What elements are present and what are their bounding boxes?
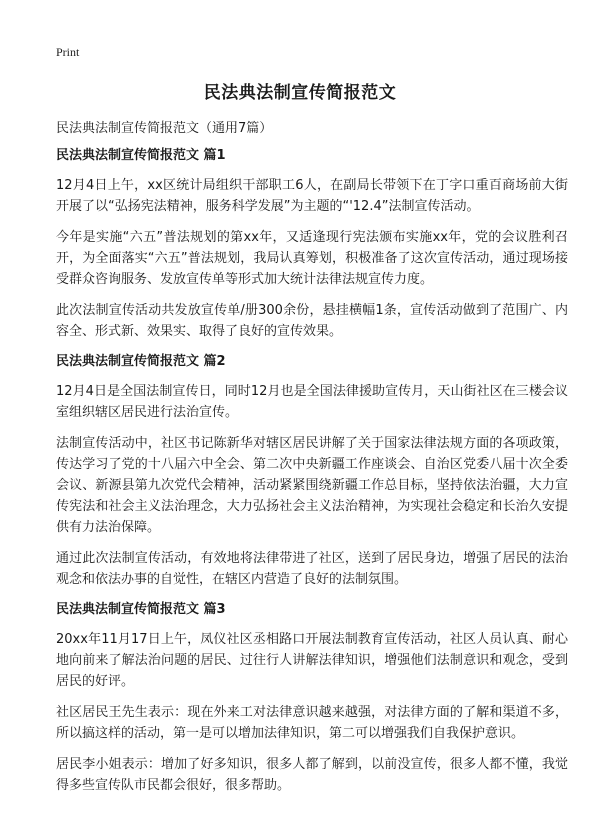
page-title: 民法典法制宣传简报范文 <box>203 83 397 103</box>
paragraph: 今年是实施“六五”普法规划的第xx年，又适逢现行宪法颁布实施xx年，党的会议胜利召开，为全面落实“六五”普法规划，我局认真筹划，积极准备了这次宣传活动，通过现场接受群众咨询服务、发放宣传单等形式加大统计法律法规宣传力度。 <box>56 230 568 287</box>
paragraph: 12月4日是全国法制宣传日，同时12月也是全国法律援助宣传月，天山街社区在三楼会议室组织辖区居民进行法治宣传。 <box>56 384 568 420</box>
article-body <box>56 119 568 806</box>
section-heading-1: 民法典法制宣传简报范文 篇1 <box>56 148 226 163</box>
paragraph: 20xx年11月17日上午，凤仪社区丞相路口开展法制教育宣传活动，社区人员认真、耐心地向前来了解法治问题的居民、过往行人讲解法律知识，增强他们法制意识和观念，受到居民的好评。 <box>56 632 568 689</box>
paragraph: 居民李小姐表示：增加了好多知识，很多人都了解到，以前没宣传，很多人都不懂，我觉得多些宣传队市民都会很好，很多帮助。 <box>56 757 568 793</box>
paragraph: 通过此次法制宣传活动，有效地将法律带进了社区，送到了居民身边，增强了居民的法治观念和依法办事的自觉性，在辖区内营造了良好的法制氛围。 <box>56 551 568 587</box>
article-subtitle: 民法典法制宣传简报范文（通用7篇） <box>56 121 273 136</box>
paragraph: 12月4日上午，xx区统计局组织干部职工6人，在副局长带领下在丁字口重百商场前大街开展了以“弘扬宪法精神，服务科学发展”为主题的“'12.4”法制宣传活动。 <box>56 178 568 214</box>
print-link[interactable]: Print <box>56 45 80 59</box>
paragraph: 此次法制宣传活动共发放宣传单/册300余份，悬挂横幅1条，宣传活动做到了范围广、内容全、形式新、效果实、取得了良好的宣传效果。 <box>56 303 568 339</box>
paragraph: 社区居民王先生表示：现在外来工对法律意识越来越强，对法律方面的了解和渠道不多，所以搞这样的活动，第一是可以增加法律知识，第二可以增强我们自我保护意识。 <box>56 705 568 741</box>
section-heading-3: 民法典法制宣传简报范文 篇3 <box>56 602 226 617</box>
section-heading-2: 民法典法制宣传简报范文 篇2 <box>56 354 226 369</box>
paragraph: 法制宣传活动中，社区书记陈新华对辖区居民讲解了关于国家法律法规方面的各项政策，传达学习了党的十八届六中全会、第二次中央新疆工作座谈会、自治区党委八届十次全委会议、新源县第九次党代会精神，活动紧紧围绕新疆工作总目标，坚持依法治疆，大力宣传宪法和社会主义法治理念，大力弘扬社会主义法治精神，为实现社会稳定和长治久安提供有力法治保障。 <box>56 436 568 535</box>
